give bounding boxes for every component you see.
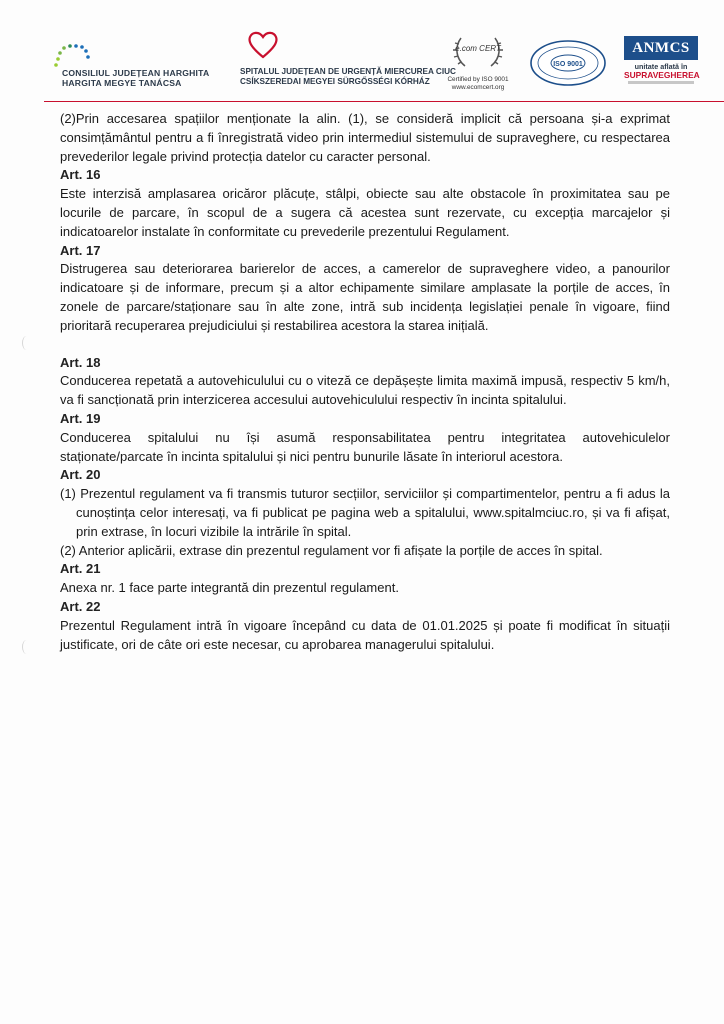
ecom-certified-text: Certified by ISO 9001 bbox=[447, 76, 509, 83]
ecom-website-text: www.ecomcert.org bbox=[451, 84, 505, 91]
ecom-logo-text: e.com CERT bbox=[455, 44, 501, 53]
paragraph-consent: (2)Prin accesarea spațiilor menționate la alin. (1), se consideră implicit că persoana și-a exprimat consimțământul pentru a fi înregistrată video prin intermediul sistemului de supraveghere, cu respectarea prevederilor legale privind protecția datelor cu caracter personal. bbox=[60, 111, 670, 164]
punch-hole-mark bbox=[22, 336, 31, 350]
article-19-heading: Art. 19 bbox=[60, 410, 101, 426]
iso-badge-text: ISO 9001 bbox=[553, 61, 583, 68]
article-18-heading: Art. 18 bbox=[60, 354, 101, 370]
heart-icon bbox=[246, 30, 280, 60]
article-16-text: Este interzisă amplasarea oricăror plăcuțe, stâlpi, obiecte sau alte obstacole în proximitatea sau pe locurile de parcare, în scopul de a sugera că acestea sunt rezervate, cu excepția marcajelor și indicatoarelor instalate în conformitate cu prevederile prezentului Regulament. bbox=[60, 186, 670, 239]
article-17-heading: Art. 17 bbox=[60, 242, 101, 258]
header-divider bbox=[44, 101, 724, 102]
county-council-name-ro: CONSILIUL JUDEȚEAN HARGHITA bbox=[62, 68, 210, 78]
article-22-text: Prezentul Regulament intră în vigoare începând cu data de 01.01.2025 și poate fi modificat în situații justificate, ori de câte ori este necesar, cu aprobarea managerului spitalului. bbox=[60, 617, 670, 652]
punch-hole-mark bbox=[22, 640, 31, 654]
anmcs-status-line2: SUPRAVEGHEREA bbox=[624, 70, 700, 80]
county-council-logo bbox=[48, 42, 238, 92]
regulation-body bbox=[60, 110, 670, 654]
article-16-heading: Art. 16 bbox=[60, 167, 101, 183]
article-22-heading: Art. 22 bbox=[60, 598, 101, 614]
anmcs-fine-print bbox=[628, 81, 694, 84]
anmcs-status-line1: unitate aflată în bbox=[634, 62, 688, 71]
article-21-heading: Art. 21 bbox=[60, 561, 101, 577]
article-18-text: Conducerea repetată a autovehiculului cu o viteză ce depășește limita maximă impusă, respectiv 5 km/h, va fi sancționată prin interzicerea accesului autovehiculului respectiv în incinta spitalului. bbox=[60, 373, 670, 408]
article-20-heading: Art. 20 bbox=[60, 467, 101, 483]
article-17-text: Distrugerea sau deteriorarea barierelor de acces, a camerelor de supraveghere video, a panourilor indicatoare și de informare, precum și a altor echipamente similare amplasate la porțile de acces, în zonele de parcare/staționare sau în alte zone, intră sub incidența legislației penale în vigoare, fiind prioritară recuperarea prejudiciului și restabilirea acestora la starea inițială. bbox=[60, 261, 670, 333]
letterhead bbox=[0, 0, 724, 104]
anmcs-title: ANMCS bbox=[624, 36, 698, 60]
laurel-wreath-icon bbox=[451, 32, 505, 72]
hospital-logo bbox=[240, 30, 456, 90]
article-20-paragraph-1: (1) Prezentul regulament va fi transmis tuturor secțiilor, serviciilor și compartimentelor, pentru a fi adus la cunoștința celor interesați, va fi publicat pe pagina web a spitalului, www.spitalmciuc.ro, și va fi afișat, prin extrase, în locuri vizibile la intrările în spital. bbox=[60, 486, 670, 539]
dots-icon bbox=[50, 42, 90, 68]
iso-seal-icon bbox=[528, 38, 608, 88]
hospital-name-ro: SPITALUL JUDEȚEAN DE URGENȚĂ MIERCUREA CIUC bbox=[240, 67, 456, 76]
anmcs-logo bbox=[624, 36, 698, 90]
iso-9001-badge bbox=[528, 38, 608, 88]
county-council-name-hu: HARGITA MEGYE TANÁCSA bbox=[62, 78, 182, 88]
ecomcert-logo bbox=[444, 32, 512, 94]
article-19-text: Conducerea spitalului nu își asumă responsabilitatea pentru integritatea autovehiculelor staționate/parcate în incinta spitalului și nici pentru bunurile lăsate în interiorul acestora. bbox=[60, 429, 670, 464]
article-20-paragraph-2: (2) Anterior aplicării, extrase din prezentul regulament vor fi afișate la porțile de acces în spital. bbox=[60, 542, 603, 558]
article-21-text: Anexa nr. 1 face parte integrantă din prezentul regulament. bbox=[60, 580, 399, 596]
hospital-name-hu: CSÍKSZEREDAI MEGYEI SÜRGŐSSÉGI KÓRHÁZ bbox=[240, 77, 430, 86]
spacer bbox=[60, 336, 670, 354]
